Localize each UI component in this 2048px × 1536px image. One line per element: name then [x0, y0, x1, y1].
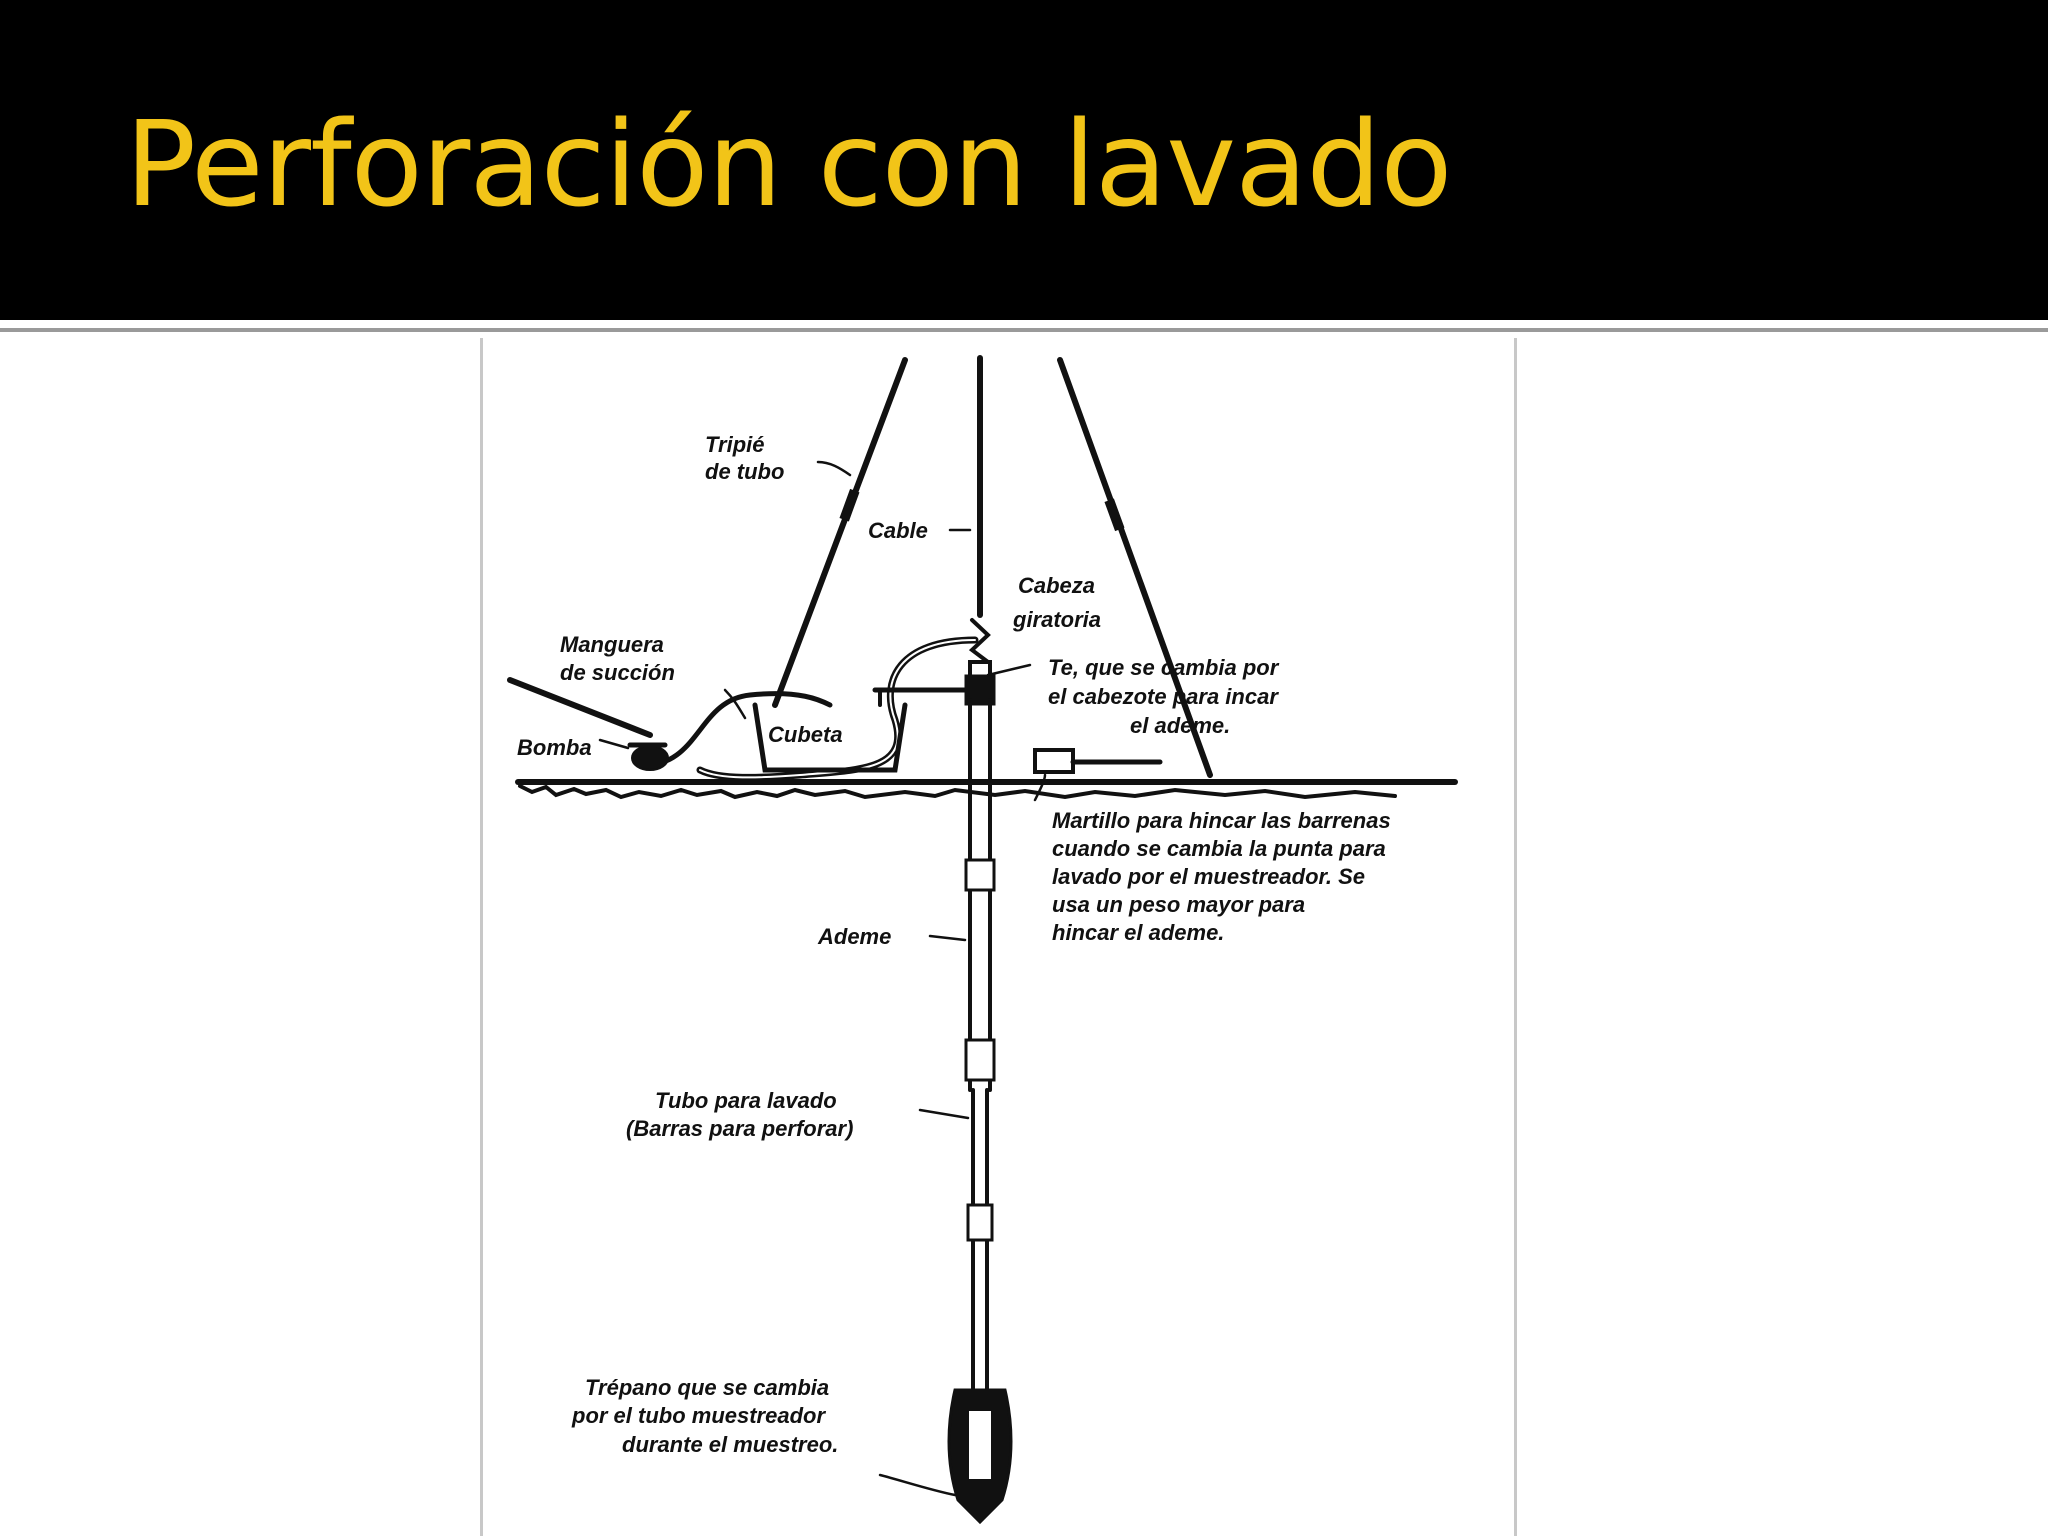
label-trepano-3: durante el muestreo. [622, 1432, 839, 1457]
label-cubeta: Cubeta [768, 722, 843, 747]
tripod-joint-right [1105, 499, 1124, 530]
header-divider [0, 328, 2048, 332]
label-cabeza-2: giratoria [1013, 607, 1102, 632]
slide-header [0, 0, 2048, 320]
label-tripie-1: Tripié [705, 432, 765, 457]
label-te-1: Te, que se cambia por [1048, 655, 1279, 680]
label-tubo-1: Tubo para lavado [655, 1088, 837, 1113]
label-tripie-2: de tubo [705, 459, 785, 484]
label-cable: Cable [868, 518, 928, 543]
label-cabeza-1: Cabeza [1018, 573, 1096, 598]
label-bomba: Bomba [517, 735, 592, 760]
suction-hose [700, 640, 975, 777]
slide-title: Perforación con lavado [125, 95, 1452, 233]
wash-boring-diagram [483, 338, 1514, 1536]
label-trepano-1: Trépano que se cambia [585, 1375, 830, 1400]
label-te-3: el ademe. [1130, 713, 1231, 738]
label-manguera-2: de succión [560, 660, 675, 685]
label-martillo-3: lavado por el muestreador. Se [1052, 864, 1366, 889]
label-te-2: el cabezote para incar [1048, 684, 1278, 709]
drill-bit [949, 1390, 1011, 1522]
suction-hose-inner [700, 640, 975, 777]
diagram-labels [517, 432, 1391, 1457]
label-martillo-2: cuando se cambia la punta para [1052, 836, 1386, 861]
label-martillo-5: hincar el ademe. [1052, 920, 1225, 945]
label-trepano-2: por el tubo muestreador [572, 1403, 826, 1428]
ground-surface [518, 782, 1455, 797]
label-martillo-4: usa un peso mayor para [1052, 892, 1306, 917]
label-ademe: Ademe [818, 924, 892, 949]
label-martillo-1: Martillo para hincar las barrenas [1052, 808, 1391, 833]
diagram-frame [480, 338, 1517, 1536]
hammer [1035, 750, 1160, 772]
tripod-joint-left [840, 490, 859, 521]
label-tubo-2: (Barras para perforar) [626, 1116, 854, 1141]
label-manguera-1: Manguera [560, 632, 664, 657]
